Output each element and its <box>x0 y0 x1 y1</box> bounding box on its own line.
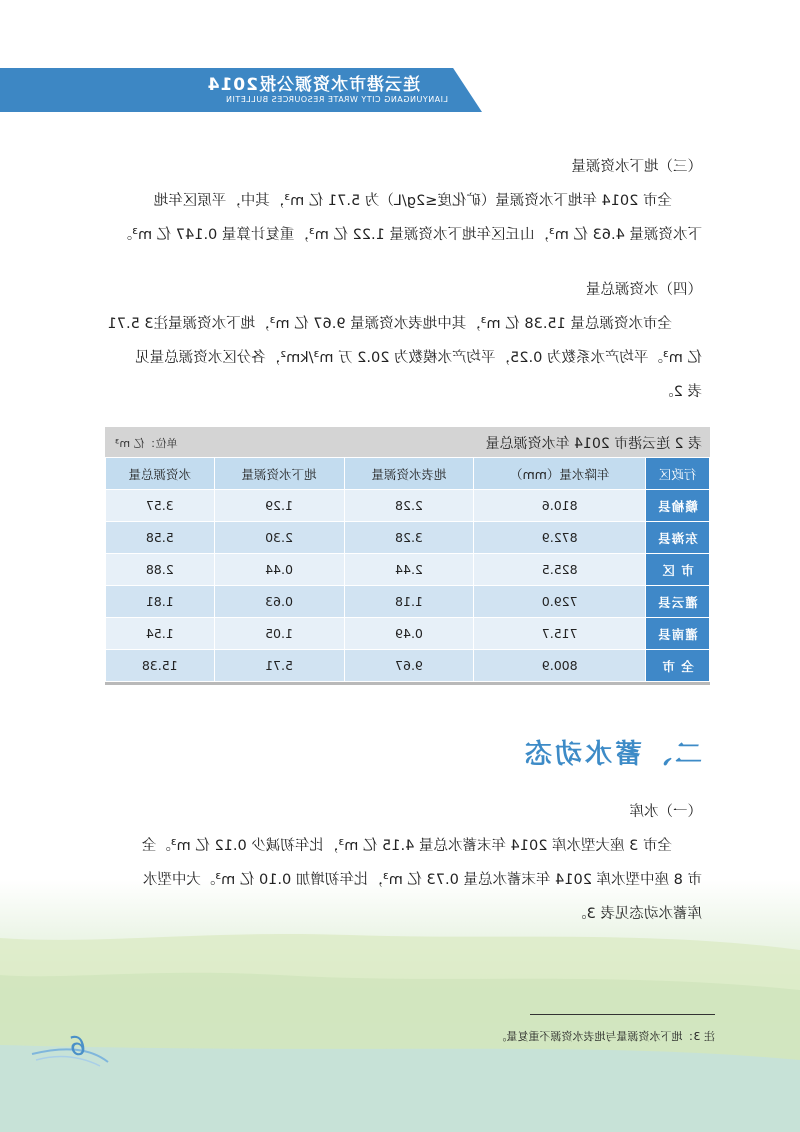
cell-precip: 800.9 <box>474 650 646 682</box>
footnote: 注 3：地下水资源量与地表水资源不重复量。 <box>495 1030 715 1043</box>
cell-region: 市 区 <box>646 554 710 586</box>
table-row <box>106 522 710 554</box>
cell-region: 灌云县 <box>646 586 710 618</box>
footnote-rule <box>530 1014 715 1015</box>
table-row <box>106 618 710 650</box>
table-bottom-rule <box>105 682 710 685</box>
cell-precip: 715.7 <box>474 618 646 650</box>
cell-surface: 3.28 <box>344 522 474 554</box>
table-unit: 单位：亿 m³ <box>115 437 178 450</box>
section4-heading: （四）水资源总量 <box>586 282 702 298</box>
cell-ground: 1.05 <box>214 618 344 650</box>
section3-line-2: 下水资源量 4.63 亿 m³，山丘区年地下水资源量 1.22 亿 m³，重复计算量 0.147 亿 m³。 <box>117 227 702 243</box>
cell-surface: 2.28 <box>344 490 474 522</box>
table-row <box>106 650 710 682</box>
cell-surface: 0.49 <box>344 618 474 650</box>
col-header-region: 行政区 <box>646 458 710 490</box>
cell-total: 1.54 <box>106 618 215 650</box>
cell-ground: 0.63 <box>214 586 344 618</box>
header-title: 连云港市水资源公报2014 <box>206 75 420 95</box>
section3-heading: （三）地下水资源量 <box>571 159 702 175</box>
cell-surface: 9.67 <box>344 650 474 682</box>
cell-ground: 1.29 <box>214 490 344 522</box>
col-header-surface: 地表水资源量 <box>344 458 474 490</box>
cell-total: 2.88 <box>106 554 215 586</box>
chapter-heading: 二、蓄水动态 <box>522 739 702 770</box>
cell-ground: 0.44 <box>214 554 344 586</box>
table-caption: 表 2 连云港市 2014 年水资源总量 <box>485 436 702 452</box>
col-header-precip: 年降水量（mm） <box>474 458 646 490</box>
table-row <box>106 490 710 522</box>
reservoir-heading: （一）水库 <box>629 804 702 820</box>
col-header-total: 水资源总量 <box>106 458 215 490</box>
cell-ground: 5.71 <box>214 650 344 682</box>
cell-region: 全 市 <box>646 650 710 682</box>
col-header-ground: 地下水资源量 <box>214 458 344 490</box>
cell-precip: 872.9 <box>474 522 646 554</box>
cell-ground: 2.30 <box>214 522 344 554</box>
cell-region: 赣榆县 <box>646 490 710 522</box>
cell-total: 3.57 <box>106 490 215 522</box>
reservoir-line-1: 全市 3 座大型水库 2014 年末蓄水总量 4.15 亿 m³，比年初减少 0.12 亿 m³。全 <box>141 838 672 854</box>
section4-line-3: 表 2。 <box>659 384 702 400</box>
table-caption-bar <box>105 427 710 457</box>
cell-total: 15.38 <box>106 650 215 682</box>
table-2 <box>105 427 710 685</box>
cell-surface: 2.44 <box>344 554 474 586</box>
reservoir-line-2: 市 8 座中型水库 2014 年末蓄水总量 0.73 亿 m³，比年初增加 0.10 亿 m³。大中型水 <box>142 872 702 888</box>
cell-region: 灌南县 <box>646 618 710 650</box>
water-resources-table <box>105 457 710 682</box>
cell-precip: 825.5 <box>474 554 646 586</box>
page-number: 6 <box>69 1032 86 1062</box>
cell-total: 5.58 <box>106 522 215 554</box>
cell-total: 1.81 <box>106 586 215 618</box>
section4-line-2: 亿 m³。平均产水系数为 0.25，平均产水模数为 20.2 万 m³/km²，各分区水资源总量见 <box>135 350 702 366</box>
reservoir-line-3: 库蓄水动态见表 3。 <box>572 906 702 922</box>
cell-surface: 1.18 <box>344 586 474 618</box>
cell-region: 东海县 <box>646 522 710 554</box>
header-subtitle: LIANYUNGANG CITY WRATE RESOURCES BULLETIN <box>225 95 448 104</box>
section4-line-1: 全市水资源总量 15.38 亿 m³，其中地表水资源量 9.67 亿 m³，地下水资源量注3 5.71 <box>107 316 672 332</box>
cell-precip: 810.6 <box>474 490 646 522</box>
table-row <box>106 586 710 618</box>
table-row <box>106 554 710 586</box>
cell-precip: 729.0 <box>474 586 646 618</box>
table-header-row <box>106 458 710 490</box>
section3-line-1: 全市 2014 年地下水资源量（矿化度≤2g/L）为 5.71 亿 m³，其中，平原区年地 <box>153 193 672 209</box>
